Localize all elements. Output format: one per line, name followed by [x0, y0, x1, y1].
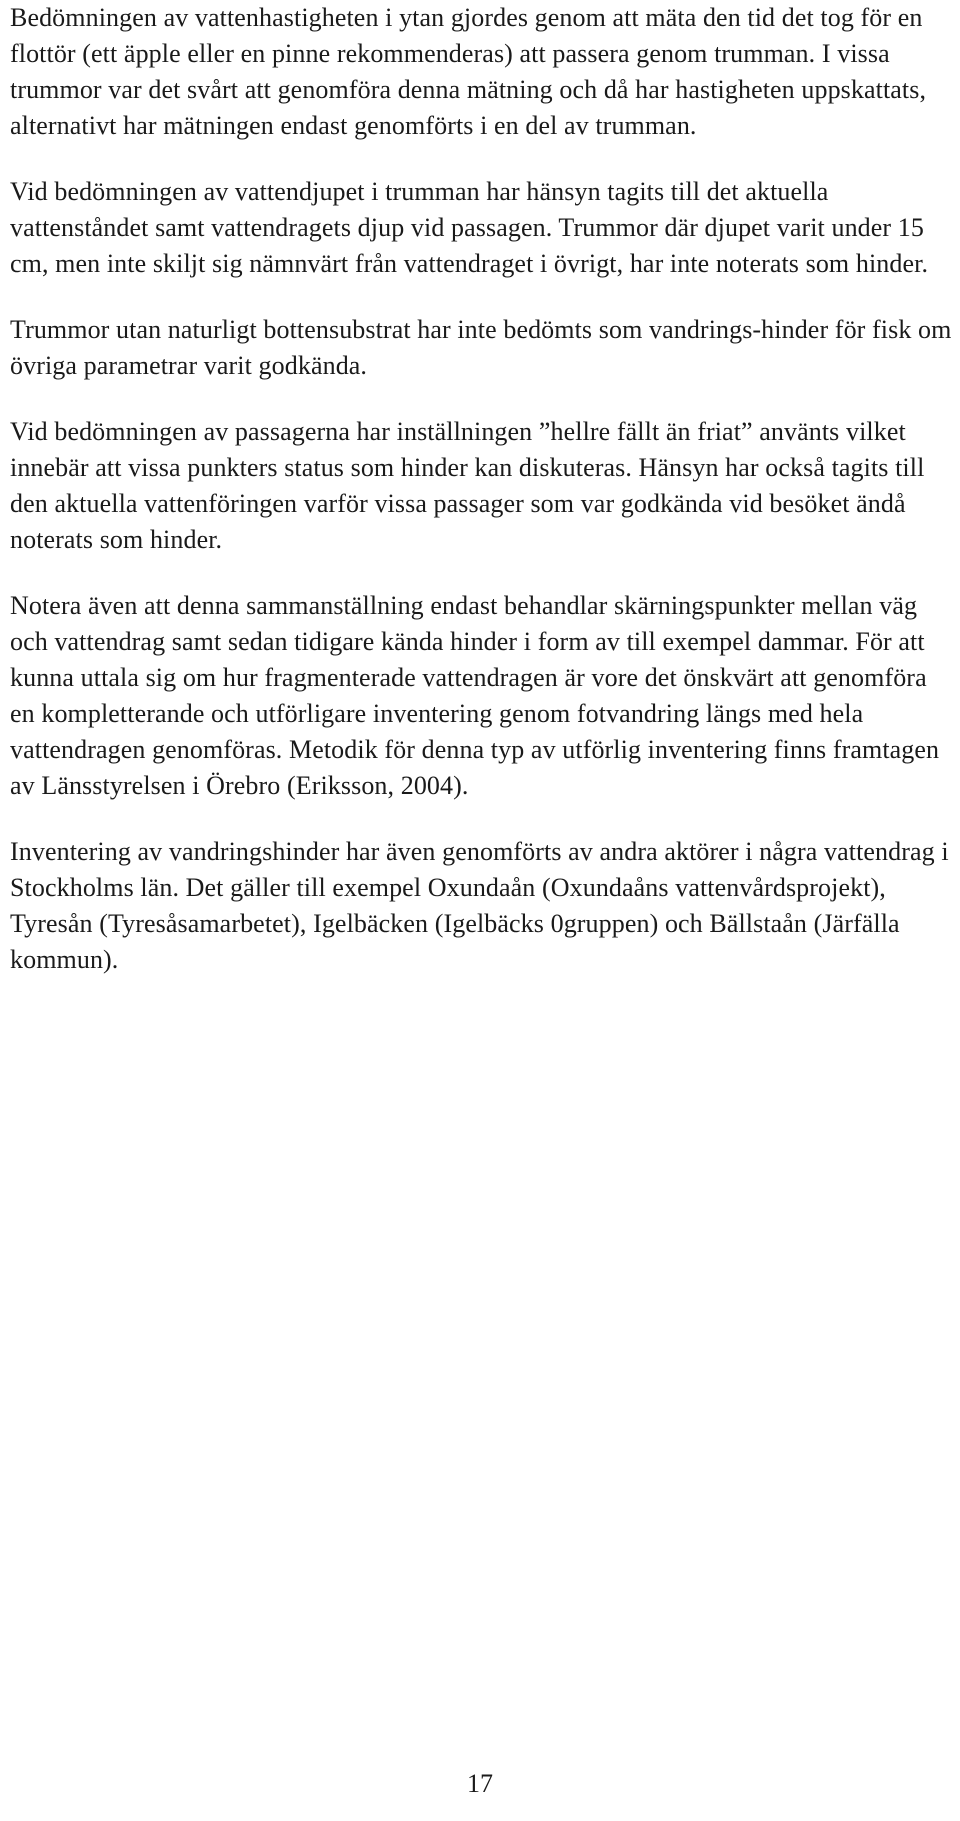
paragraph-scope-note: Notera även att denna sammanställning endast behandlar skärningspunkter mellan väg och vattendrag samt sedan tidigare kända hinder i form av till exempel dammar. För att kunna uttala sig om hur fragmenterade vattendragen är vore det önskvärt att genomföra en kompletterande och utförligare inventering genom fotvandring längs med hela vattendragen genomföras. Metodik för denna typ av utförlig inventering finns framtagen av Länsstyrelsen i Örebro (Eriksson, 2004). — [10, 591, 940, 800]
paragraph-assessment-approach: Vid bedömningen av passagerna har inställningen ”hellre fällt än friat” använts vilket innebär att vissa punkters status som hinder kan diskuteras. Hänsyn har också tagits till den aktuella vattenföringen varför vissa passager som var godkända vid besöket ändå noterats som hinder. — [10, 417, 925, 554]
paragraph-flow-velocity: Bedömningen av vattenhastigheten i ytan gjordes genom att mäta den tid det tog för en flottör (ett äpple eller en pinne rekommenderas) att passera genom trumman. I vissa trummor var det svårt att genomföra denna mätning och då har hastigheten uppskattats, alternativt har mätningen endast genomförts i en del av trumman. — [10, 3, 927, 140]
document-page — [10, 0, 955, 1008]
paragraph-water-depth: Vid bedömningen av vattendjupet i trumman har hänsyn tagits till det aktuella vattenståndet samt vattendragets djup vid passagen. Trummor där djupet varit under 15 cm, men inte skiljt sig nämnvärt från vattendraget i övrigt, har inte noterats som hinder. — [10, 177, 929, 278]
page-number: 17 — [467, 1769, 493, 1798]
paragraph-other-inventories: Inventering av vandringshinder har även genomförts av andra aktörer i några vattendrag i Stockholms län. Det gäller till exempel Oxundaån (Oxundaåns vattenvårdsprojekt), Tyresån (Tyresåsamarbetet), Igelbäcken (Igelbäcks 0gruppen) och Bällstaån (Järfälla kommun). — [10, 837, 949, 974]
paragraph-bottom-substrate: Trummor utan naturligt bottensubstrat har inte bedömts som vandrings-hinder för fisk om övriga parametrar varit godkända. — [10, 315, 952, 380]
